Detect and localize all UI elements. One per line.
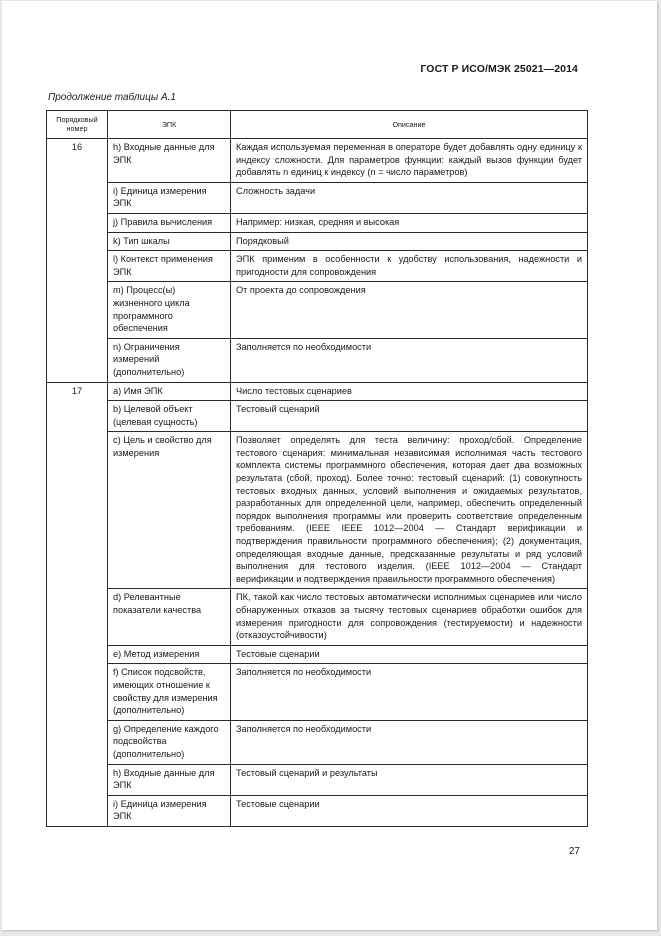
table-row: [47, 720, 588, 764]
table-row: [47, 401, 588, 432]
epk-cell: i) Единица измерения ЭПК: [108, 795, 231, 826]
description-cell: Каждая используемая переменная в операторе будет добавлять одну единицу к индексу сложности. Для параметров функции: каждый вызов функции будет добавлять n единиц к индексу (n = число параметров): [231, 139, 588, 183]
table-row: [47, 182, 588, 213]
col-header-epk: ЭПК: [108, 111, 231, 139]
description-cell: ЭПК применим в особенности к удобству использования, надежности и пригодности для сопровождения: [231, 251, 588, 282]
description-cell: ПК, такой как число тестовых автоматически исполнимых сценариев или число обнаруженных отказов за тысячу тестовых сценариев обработки ошибок для измерения пригодности для сопровождения (тестируемости) и надежности (отказоустойчивости): [231, 589, 588, 645]
table-row: [47, 645, 588, 664]
epk-table: [46, 110, 588, 827]
epk-cell: b) Целевой объект (целевая сущность): [108, 401, 231, 432]
epk-cell: g) Определение каждого подсвойства (дополнительно): [108, 720, 231, 764]
col-header-number: Порядковый номер: [47, 111, 108, 139]
epk-cell: a) Имя ЭПК: [108, 382, 231, 401]
description-cell: Заполняется по необходимости: [231, 664, 588, 720]
epk-cell: d) Релевантные показатели качества: [108, 589, 231, 645]
epk-cell: f) Список подсвойств, имеющих отношение к свойству для измерения (дополнительно): [108, 664, 231, 720]
epk-cell: h) Входные данные для ЭПК: [108, 139, 231, 183]
description-cell: Позволяет определять для теста величину: проход/сбой. Определение тестового сценария: минимальная независимая исполнимая часть тестового комплекта системы программного обеспечения, которая дает два возможных результата (сбой, проход). Более точно: тестовый сценарий: (1) совокупность тестовых входных данных, условий выполнения и ожидаемых результатов, разработанных для определенной цели, например, обеспечить определенный порядок выполнения программы или проверить соответствие определенным требованиям. (IEEE IEEE 1012—2004 — Стандарт верификации и подтверждения правильности программного обеспечения); (2) документация, определяющая входные данные, предсказанные результаты и ряд условий выполнения для тестового изделия. (IEEE 1012—2004 — Стандарт верификации и подтверждения правильности программного обеспечения): [231, 432, 588, 589]
description-cell: От проекта до сопровождения: [231, 282, 588, 338]
description-cell: Тестовые сценарии: [231, 795, 588, 826]
description-cell: Заполняется по необходимости: [231, 720, 588, 764]
table-row: [47, 589, 588, 645]
table-row: [47, 282, 588, 338]
epk-cell: c) Цель и свойство для измерения: [108, 432, 231, 589]
epk-cell: j) Правила вычисления: [108, 213, 231, 232]
table-header-row: [47, 111, 588, 139]
description-cell: Сложность задачи: [231, 182, 588, 213]
epk-cell: e) Метод измерения: [108, 645, 231, 664]
page-number: 27: [568, 846, 580, 857]
table-row: [47, 764, 588, 795]
epk-cell: m) Процесс(ы) жизненного цикла программного обеспечения: [108, 282, 231, 338]
standard-header: ГОСТ Р ИСО/МЭК 25021—2014: [420, 63, 578, 75]
epk-cell: l) Контекст применения ЭПК: [108, 251, 231, 282]
description-cell: Число тестовых сценариев: [231, 382, 588, 401]
description-cell: Например: низкая, средняя и высокая: [231, 213, 588, 232]
table-row: [47, 251, 588, 282]
description-cell: Тестовый сценарий: [231, 401, 588, 432]
table-row: [47, 382, 588, 401]
epk-cell: k) Тип шкалы: [108, 232, 231, 251]
table-row: [47, 432, 588, 589]
table-row: [47, 213, 588, 232]
table-row: [47, 664, 588, 720]
table-caption: Продолжение таблицы А.1: [48, 92, 176, 103]
document-page: [2, 1, 657, 930]
description-cell: Порядковый: [231, 232, 588, 251]
row-number: 16: [47, 139, 108, 383]
table-row: [47, 338, 588, 382]
table-row: [47, 795, 588, 826]
description-cell: Тестовые сценарии: [231, 645, 588, 664]
description-cell: Заполняется по необходимости: [231, 338, 588, 382]
table-row: [47, 139, 588, 183]
epk-cell: h) Входные данные для ЭПК: [108, 764, 231, 795]
col-header-description: Описание: [231, 111, 588, 139]
epk-cell: i) Единица измерения ЭПК: [108, 182, 231, 213]
table-row: [47, 232, 588, 251]
row-number: 17: [47, 382, 108, 826]
epk-cell: n) Ограничения измерений (дополнительно): [108, 338, 231, 382]
description-cell: Тестовый сценарий и результаты: [231, 764, 588, 795]
